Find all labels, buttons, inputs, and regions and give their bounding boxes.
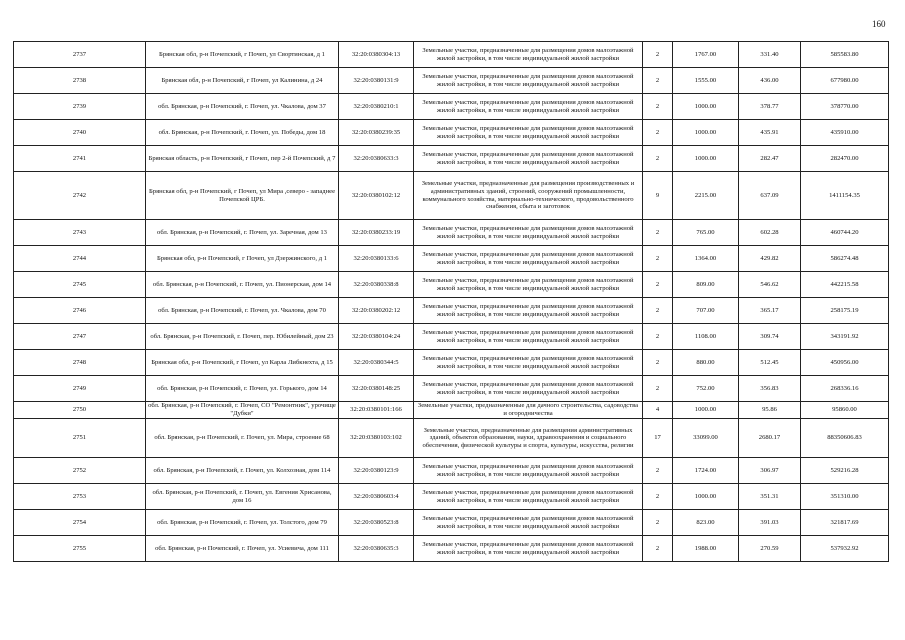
group-cell: 2: [643, 350, 673, 376]
cadastral-number-cell: 32:20:0380148:25: [339, 376, 414, 402]
table-row: [14, 350, 889, 376]
row-number: 2749: [14, 376, 146, 402]
address-cell: Брянская обл, р-н Почепский, г Почеп, ул Карла Либкнехта, д 15: [146, 350, 339, 376]
row-number: 2755: [14, 536, 146, 562]
land-use-cell: Земельные участки, предназначенные для размещения домов малоэтажной жилой застройки, в том числе индивидуальной жилой застройки: [414, 484, 643, 510]
cadastral-number-cell: 32:20:0380633:3: [339, 146, 414, 172]
group-cell: 2: [643, 42, 673, 68]
group-cell: 9: [643, 172, 673, 220]
group-cell: 2: [643, 536, 673, 562]
rate-cell: 365.17: [739, 298, 801, 324]
address-cell: обл. Брянская, р-н Почепский, г. Почеп, ул. Колхозная, дом 114: [146, 458, 339, 484]
cadastral-number-cell: 32:20:0380102:12: [339, 172, 414, 220]
table-row: [14, 298, 889, 324]
area-cell: 823.00: [673, 510, 739, 536]
table-row: [14, 68, 889, 94]
row-number: 2752: [14, 458, 146, 484]
table-row: [14, 272, 889, 298]
row-number: 2738: [14, 68, 146, 94]
cadastral-value-cell: 282470.00: [801, 146, 889, 172]
address-cell: Брянская обл, р-н Почепский, г Почеп, ул Свортинская, д 1: [146, 42, 339, 68]
area-cell: 880.00: [673, 350, 739, 376]
rate-cell: 306.97: [739, 458, 801, 484]
land-use-cell: Земельные участки, предназначенные для размещения домов малоэтажной жилой застройки, в том числе индивидуальной жилой застройки: [414, 68, 643, 94]
table-row: [14, 402, 889, 419]
cadastral-value-cell: 378770.00: [801, 94, 889, 120]
cadastral-number-cell: 32:20:0380344:5: [339, 350, 414, 376]
table-row: [14, 458, 889, 484]
land-use-cell: Земельные участки, предназначенные для размещения домов малоэтажной жилой застройки, в том числе индивидуальной жилой застройки: [414, 272, 643, 298]
land-use-cell: Земельные участки, предназначенные для размещения производственных и административных зданий, строений, сооружений промышленности, коммунального хозяйства, материально-технического, продовольственного снабжения, сбыта и заготовок: [414, 172, 643, 220]
cadastral-number-cell: 32:20:0380103:102: [339, 419, 414, 458]
row-number: 2744: [14, 246, 146, 272]
group-cell: 2: [643, 324, 673, 350]
group-cell: 2: [643, 120, 673, 146]
area-cell: 1000.00: [673, 120, 739, 146]
cadastral-number-cell: 32:20:0380523:8: [339, 510, 414, 536]
table-row: [14, 94, 889, 120]
group-cell: 2: [643, 510, 673, 536]
page-number: 160: [872, 19, 886, 29]
area-cell: 1000.00: [673, 94, 739, 120]
group-cell: 2: [643, 376, 673, 402]
group-cell: 2: [643, 146, 673, 172]
area-cell: 1988.00: [673, 536, 739, 562]
row-number: 2737: [14, 42, 146, 68]
rate-cell: 436.00: [739, 68, 801, 94]
cadastral-number-cell: 32:20:0380603:4: [339, 484, 414, 510]
row-number: 2745: [14, 272, 146, 298]
cadastral-number-cell: 32:20:0380233:19: [339, 220, 414, 246]
table-row: [14, 246, 889, 272]
group-cell: 2: [643, 220, 673, 246]
rate-cell: 356.83: [739, 376, 801, 402]
area-cell: 707.00: [673, 298, 739, 324]
cadastral-value-cell: 460744.20: [801, 220, 889, 246]
address-cell: обл. Брянская, р-н Почепский, г. Почеп, ул. Евгения Хрисанова, дом 16: [146, 484, 339, 510]
land-use-cell: Земельные участки, предназначенные для размещения домов малоэтажной жилой застройки, в том числе индивидуальной жилой застройки: [414, 94, 643, 120]
cadastral-value-cell: 586274.48: [801, 246, 889, 272]
table-row: [14, 172, 889, 220]
address-cell: обл. Брянская, р-н Почепский, г. Почеп, пер. Юбилейный, дом 23: [146, 324, 339, 350]
rate-cell: 351.31: [739, 484, 801, 510]
cadastral-value-cell: 88350606.83: [801, 419, 889, 458]
land-use-cell: Земельные участки, предназначенные для размещения домов малоэтажной жилой застройки, в том числе индивидуальной жилой застройки: [414, 536, 643, 562]
area-cell: 809.00: [673, 272, 739, 298]
land-use-cell: Земельные участки, предназначенные для размещения домов малоэтажной жилой застройки, в том числе индивидуальной жилой застройки: [414, 220, 643, 246]
address-cell: Брянская обл, р-н Почепский, г Почеп, ул Мира ,северо - западнее Почепской ЦРБ.: [146, 172, 339, 220]
rate-cell: 602.28: [739, 220, 801, 246]
group-cell: 17: [643, 419, 673, 458]
cadastral-value-cell: 343191.92: [801, 324, 889, 350]
table-row: [14, 324, 889, 350]
address-cell: обл. Брянская, р-н Почепский, г. Почеп, ул. Пионерская, дом 14: [146, 272, 339, 298]
rate-cell: 435.91: [739, 120, 801, 146]
address-cell: Брянская область, р-н Почепский, г Почеп, пер 2-й Почепский, д 7: [146, 146, 339, 172]
cadastral-value-cell: 1411154.35: [801, 172, 889, 220]
group-cell: 4: [643, 402, 673, 419]
cadastral-value-cell: 351310.00: [801, 484, 889, 510]
rate-cell: 282.47: [739, 146, 801, 172]
cadastral-value-cell: 258175.19: [801, 298, 889, 324]
land-use-cell: Земельные участки, предназначенные для дачного строительства, садоводства и огородничества: [414, 402, 643, 419]
cadastral-number-cell: 32:20:0380635:3: [339, 536, 414, 562]
land-use-cell: Земельные участки, предназначенные для размещения домов малоэтажной жилой застройки, в том числе индивидуальной жилой застройки: [414, 458, 643, 484]
cadastral-value-cell: 585583.80: [801, 42, 889, 68]
area-cell: 1767.00: [673, 42, 739, 68]
row-number: 2743: [14, 220, 146, 246]
land-use-cell: Земельные участки, предназначенные для размещения домов малоэтажной жилой застройки, в том числе индивидуальной жилой застройки: [414, 510, 643, 536]
cadastral-number-cell: 32:20:0380101:166: [339, 402, 414, 419]
cadastral-value-cell: 450956.00: [801, 350, 889, 376]
table-row: [14, 120, 889, 146]
address-cell: обл. Брянская, р-н Почепский, г. Почеп, ул. Толстого, дом 79: [146, 510, 339, 536]
land-use-cell: Земельные участки, предназначенные для размещения домов малоэтажной жилой застройки, в том числе индивидуальной жилой застройки: [414, 376, 643, 402]
rate-cell: 378.77: [739, 94, 801, 120]
table-row: [14, 510, 889, 536]
land-use-cell: Земельные участки, предназначенные для размещения домов малоэтажной жилой застройки, в том числе индивидуальной жилой застройки: [414, 120, 643, 146]
cadastral-number-cell: 32:20:0380202:12: [339, 298, 414, 324]
group-cell: 2: [643, 68, 673, 94]
table-row: [14, 146, 889, 172]
address-cell: обл. Брянская, р-н Почепский, г. Почеп, ул. Усиевича, дом 111: [146, 536, 339, 562]
land-use-cell: Земельные участки, предназначенные для размещения домов малоэтажной жилой застройки, в том числе индивидуальной жилой застройки: [414, 146, 643, 172]
rate-cell: 331.40: [739, 42, 801, 68]
group-cell: 2: [643, 272, 673, 298]
group-cell: 2: [643, 458, 673, 484]
area-cell: 33099.00: [673, 419, 739, 458]
cadastral-value-cell: 537932.92: [801, 536, 889, 562]
cadastral-value-cell: 677980.00: [801, 68, 889, 94]
row-number: 2751: [14, 419, 146, 458]
cadastral-number-cell: 32:20:0380338:8: [339, 272, 414, 298]
cadastral-value-cell: 529216.28: [801, 458, 889, 484]
address-cell: обл. Брянская, р-н Почепский, г. Почеп, ул. Заречная, дом 13: [146, 220, 339, 246]
rate-cell: 429.82: [739, 246, 801, 272]
cadastral-value-cell: 268336.16: [801, 376, 889, 402]
row-number: 2739: [14, 94, 146, 120]
cadastral-value-cell: 442215.58: [801, 272, 889, 298]
group-cell: 2: [643, 484, 673, 510]
rate-cell: 637.09: [739, 172, 801, 220]
cadastral-number-cell: 32:20:0380133:6: [339, 246, 414, 272]
group-cell: 2: [643, 246, 673, 272]
area-cell: 752.00: [673, 376, 739, 402]
row-number: 2754: [14, 510, 146, 536]
cadastral-value-cell: 321817.69: [801, 510, 889, 536]
rate-cell: 270.59: [739, 536, 801, 562]
rate-cell: 512.45: [739, 350, 801, 376]
cadastral-value-cell: 95860.00: [801, 402, 889, 419]
area-cell: 1000.00: [673, 484, 739, 510]
area-cell: 1724.00: [673, 458, 739, 484]
land-use-cell: Земельные участки, предназначенные для размещения домов малоэтажной жилой застройки, в том числе индивидуальной жилой застройки: [414, 246, 643, 272]
address-cell: Брянская обл, р-н Почепский, г Почеп, ул Калинина, д 24: [146, 68, 339, 94]
cadastral-number-cell: 32:20:0380104:24: [339, 324, 414, 350]
cadastral-number-cell: 32:20:0380131:9: [339, 68, 414, 94]
cadastral-value-cell: 435910.00: [801, 120, 889, 146]
rate-cell: 95.86: [739, 402, 801, 419]
area-cell: 1000.00: [673, 402, 739, 419]
rate-cell: 391.03: [739, 510, 801, 536]
table-row: [14, 376, 889, 402]
area-cell: 1108.00: [673, 324, 739, 350]
area-cell: 2215.00: [673, 172, 739, 220]
address-cell: обл. Брянская, р-н Почепский, г. Почеп, ул. Мира, строение 68: [146, 419, 339, 458]
group-cell: 2: [643, 94, 673, 120]
rate-cell: 546.62: [739, 272, 801, 298]
row-number: 2748: [14, 350, 146, 376]
cadastral-number-cell: 32:20:0380123:9: [339, 458, 414, 484]
row-number: 2740: [14, 120, 146, 146]
area-cell: 1000.00: [673, 146, 739, 172]
table-row: [14, 220, 889, 246]
land-use-cell: Земельные участки, предназначенные для размещения домов малоэтажной жилой застройки, в том числе индивидуальной жилой застройки: [414, 324, 643, 350]
row-number: 2747: [14, 324, 146, 350]
address-cell: обл. Брянская, р-н Почепский, г. Почеп, ул. Горького, дом 14: [146, 376, 339, 402]
row-number: 2750: [14, 402, 146, 419]
table-row: [14, 536, 889, 562]
address-cell: обл. Брянская, р-н Почепский, г. Почеп, ул. Победы, дом 18: [146, 120, 339, 146]
land-registry-table: [13, 41, 889, 562]
row-number: 2741: [14, 146, 146, 172]
rate-cell: 309.74: [739, 324, 801, 350]
table-row: [14, 42, 889, 68]
address-cell: обл. Брянская, р-н Почепский, г. Почеп, ул. Чкалова, дом 70: [146, 298, 339, 324]
address-cell: обл. Брянская, р-н Почепский, г. Почеп, СО "Ремонтник", урочище "Дубки": [146, 402, 339, 419]
cadastral-number-cell: 32:20:0380239:35: [339, 120, 414, 146]
group-cell: 2: [643, 298, 673, 324]
cadastral-number-cell: 32:20:0380304:13: [339, 42, 414, 68]
table-row: [14, 484, 889, 510]
address-cell: обл. Брянская, р-н Почепский, г. Почеп, ул. Чкалова, дом 37: [146, 94, 339, 120]
land-use-cell: Земельные участки, предназначенные для размещения домов малоэтажной жилой застройки, в том числе индивидуальной жилой застройки: [414, 298, 643, 324]
land-use-cell: Земельные участки, предназначенные для размещения административных зданий, объектов образования, науки, здравоохранения и социального обеспечения, физической культуры и спорта, культуры, искусства, религии: [414, 419, 643, 458]
row-number: 2746: [14, 298, 146, 324]
cadastral-number-cell: 32:20:0380210:1: [339, 94, 414, 120]
table-row: [14, 419, 889, 458]
row-number: 2753: [14, 484, 146, 510]
area-cell: 765.00: [673, 220, 739, 246]
area-cell: 1555.00: [673, 68, 739, 94]
land-use-cell: Земельные участки, предназначенные для размещения домов малоэтажной жилой застройки, в том числе индивидуальной жилой застройки: [414, 350, 643, 376]
land-use-cell: Земельные участки, предназначенные для размещения домов малоэтажной жилой застройки, в том числе индивидуальной жилой застройки: [414, 42, 643, 68]
address-cell: Брянская обл, р-н Почепский, г Почеп, ул Дзержинского, д 1: [146, 246, 339, 272]
row-number: 2742: [14, 172, 146, 220]
area-cell: 1364.00: [673, 246, 739, 272]
rate-cell: 2680.17: [739, 419, 801, 458]
